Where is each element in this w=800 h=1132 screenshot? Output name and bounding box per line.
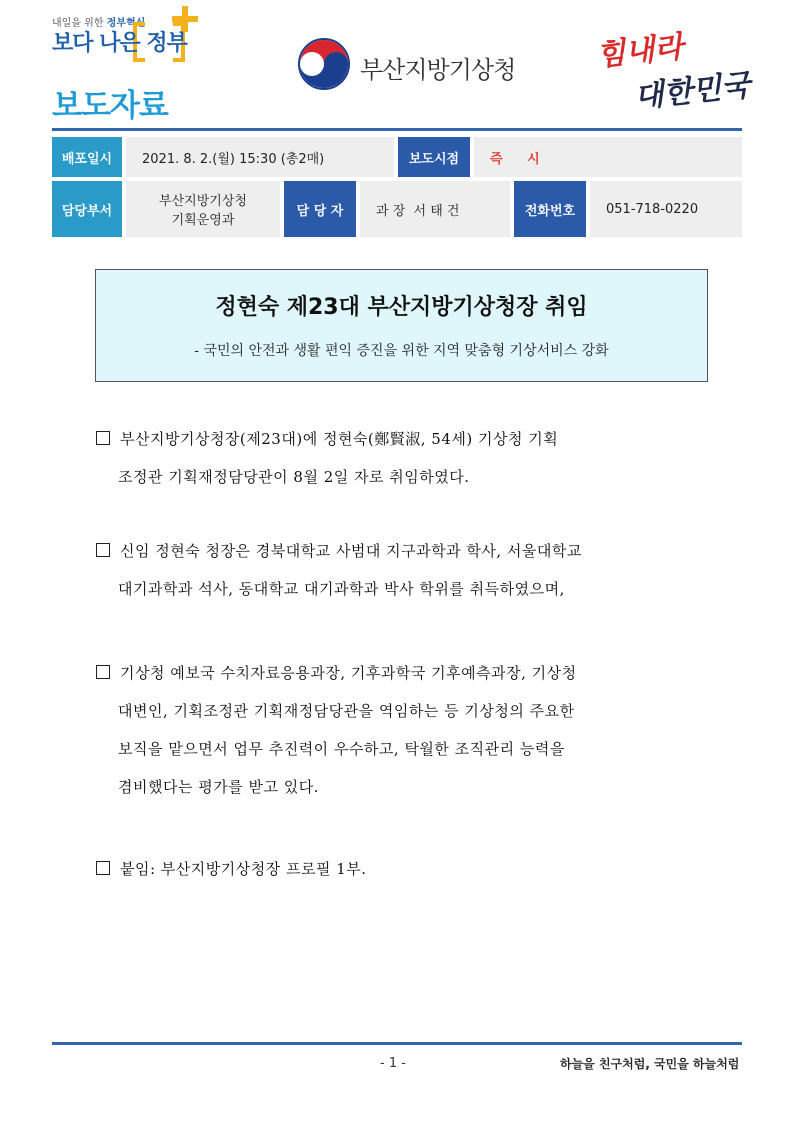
- paragraph-1: [96, 420, 710, 496]
- tagline-highlight: 정부혁신: [106, 18, 146, 29]
- embargo-value: [474, 137, 742, 177]
- paragraph-text: 겸비했다는 평가를 받고 있다.: [118, 778, 319, 796]
- slogan-line1: 힘내라: [594, 29, 685, 74]
- header-divider: [52, 128, 742, 131]
- headline-subtitle: - 국민의 안전과 생활 편익 증진을 위한 지역 맞춤형 기상서비스 강화: [194, 343, 609, 359]
- paragraph-text: 대변인, 기획조정관 기획재정담당관을 역임하는 등 기상청의 주요한: [118, 702, 575, 720]
- agency-name: 부산지방기상청: [360, 56, 516, 84]
- footer-slogan: 하늘을 친구처럼, 국민을 하늘처럼: [560, 1057, 740, 1071]
- paragraph-text: 기상청 예보국 수치자료응용과장, 기후과학국 기후예측과장, 기상청: [120, 664, 577, 682]
- release-date-label: 배포일시: [52, 137, 122, 177]
- paragraph-3: [96, 654, 710, 806]
- page-number: - 1 -: [380, 1056, 406, 1071]
- checkbox-bullet-icon: [96, 861, 110, 875]
- contact-person-value: 과 장 서 태 건: [360, 181, 510, 237]
- government-emblem-icon: [298, 38, 350, 90]
- release-date-value: 2021. 8. 2.(월) 15:30 (총2매): [126, 137, 394, 177]
- attachment-text: 붙임: 부산지방기상청장 프로필 1부.: [120, 860, 367, 878]
- paragraph-text: 조정관 기획재정담당관이 8월 2일 자로 취임하였다.: [118, 468, 470, 486]
- department-value: [126, 181, 280, 237]
- tagline-prefix: 내일을 위한: [52, 18, 104, 29]
- paragraph-2: [96, 532, 710, 608]
- phone-label: 전화번호: [514, 181, 586, 237]
- phone-value: 051-718-0220: [590, 181, 742, 237]
- paragraph-text: 부산지방기상청장(제23대)에 정현숙(鄭賢淑, 54세) 기상청 기획: [120, 430, 559, 448]
- slogan-line2: 대한민국: [632, 68, 752, 115]
- checkbox-bullet-icon: [96, 431, 110, 445]
- slogan-logo: [590, 22, 750, 122]
- headline-title: 정현숙 제23대 부산지방기상청장 취임: [215, 295, 588, 320]
- embargo-label: 보도시점: [398, 137, 470, 177]
- gov-logo-title: 보다 나은 정부: [52, 31, 187, 56]
- department-name: 부산지방기상청: [159, 194, 247, 209]
- contact-person-label: 담 당 자: [284, 181, 356, 237]
- paragraph-text: 대기과학과 석사, 동대학교 대기과학과 박사 학위를 취득하였으며,: [118, 580, 565, 598]
- checkbox-bullet-icon: [96, 543, 110, 557]
- attachment-note: [96, 850, 710, 888]
- embargo-value-text: 즉 시: [490, 151, 550, 167]
- department-division: 기획운영과: [171, 213, 235, 228]
- press-release-label: 보도자료: [52, 88, 168, 124]
- department-label: 담당부서: [52, 181, 122, 237]
- paragraph-text: 신임 정현숙 청장은 경북대학교 사범대 지구과학과 학사, 서울대학교: [120, 542, 582, 560]
- checkbox-bullet-icon: [96, 665, 110, 679]
- paragraph-text: 보직을 맡으면서 업무 추진력이 우수하고, 탁월한 조직관리 능력을: [118, 740, 565, 758]
- headline-box: [95, 269, 708, 382]
- footer-divider: [52, 1042, 742, 1045]
